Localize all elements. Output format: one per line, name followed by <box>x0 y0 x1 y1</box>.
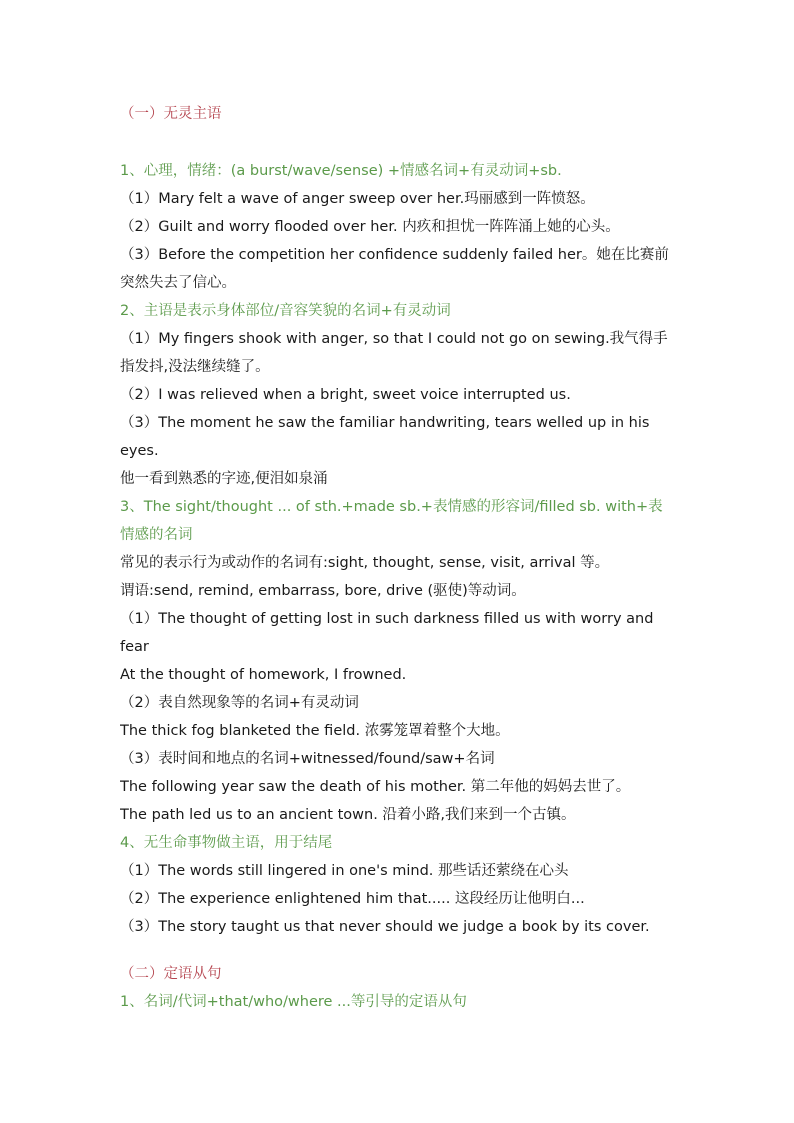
example-line: （1）The words still lingered in one's mind. 那些话还萦绕在心头 <box>120 863 569 879</box>
example-line: eyes. <box>120 443 159 459</box>
example-line: At the thought of homework, I frowned. <box>120 667 407 683</box>
example-line: （1）My fingers shook with anger, so that I could not go on sewing.我气得手 <box>120 331 668 347</box>
point-heading: 2、主语是表示身体部位/音容笑貌的名词+有灵动词 <box>120 303 451 319</box>
example-line: The thick fog blanketed the field. 浓雾笼罩着整个大地。 <box>120 723 510 739</box>
example-line: 他一看到熟悉的字迹,便泪如泉涌 <box>120 471 328 487</box>
example-line: The following year saw the death of his mother. 第二年他的妈妈去世了。 <box>120 779 631 795</box>
point-heading: 4、无生命事物做主语，用于结尾 <box>120 835 333 851</box>
example-line: （1）The thought of getting lost in such darkness filled us with worry and <box>120 611 654 627</box>
example-line: （3）表时间和地点的名词+witnessed/found/saw+名词 <box>120 751 495 767</box>
example-line: （2）Guilt and worry flooded over her. 内疚和担忧一阵阵涌上她的心头。 <box>120 219 620 235</box>
example-line: （3）The story taught us that never should we judge a book by its cover. <box>120 919 650 935</box>
point-heading: 1、心理，情绪：(a burst/wave/sense) +情感名词+有灵动词+sb. <box>120 163 562 179</box>
example-line: （2）The experience enlightened him that..... 这段经历让他明白... <box>120 891 585 907</box>
example-line: （1）Mary felt a wave of anger sweep over her.玛丽感到一阵愤怒。 <box>120 191 595 207</box>
point-heading: 1、名词/代词+that/who/where ...等引导的定语从句 <box>120 994 467 1010</box>
example-line: （2）表自然现象等的名词+有灵动词 <box>120 695 359 711</box>
example-line: fear <box>120 639 149 655</box>
example-line: 突然失去了信心。 <box>120 275 236 291</box>
example-line: 指发抖,没法继续缝了。 <box>120 359 270 375</box>
example-line: （2）I was relieved when a bright, sweet voice interrupted us. <box>120 387 571 403</box>
example-line: （3）The moment he saw the familiar handwriting, tears welled up in his <box>120 415 650 431</box>
section-title: （二）定语从句 <box>120 966 222 982</box>
point-heading: 情感的名词 <box>120 527 193 543</box>
point-heading: 3、The sight/thought ... of sth.+made sb.+表情感的形容词/filled sb. with+表 <box>120 499 663 515</box>
example-line: The path led us to an ancient town. 沿着小路,我们来到一个古镇。 <box>120 807 576 823</box>
section-title: （一）无灵主语 <box>120 106 222 122</box>
note-line: 谓语:send, remind, embarrass, bore, drive (驱使)等动词。 <box>120 583 526 599</box>
example-line: （3）Before the competition her confidence suddenly failed her。她在比赛前 <box>120 247 669 263</box>
note-line: 常见的表示行为或动作的名词有:sight, thought, sense, visit, arrival 等。 <box>120 555 610 571</box>
